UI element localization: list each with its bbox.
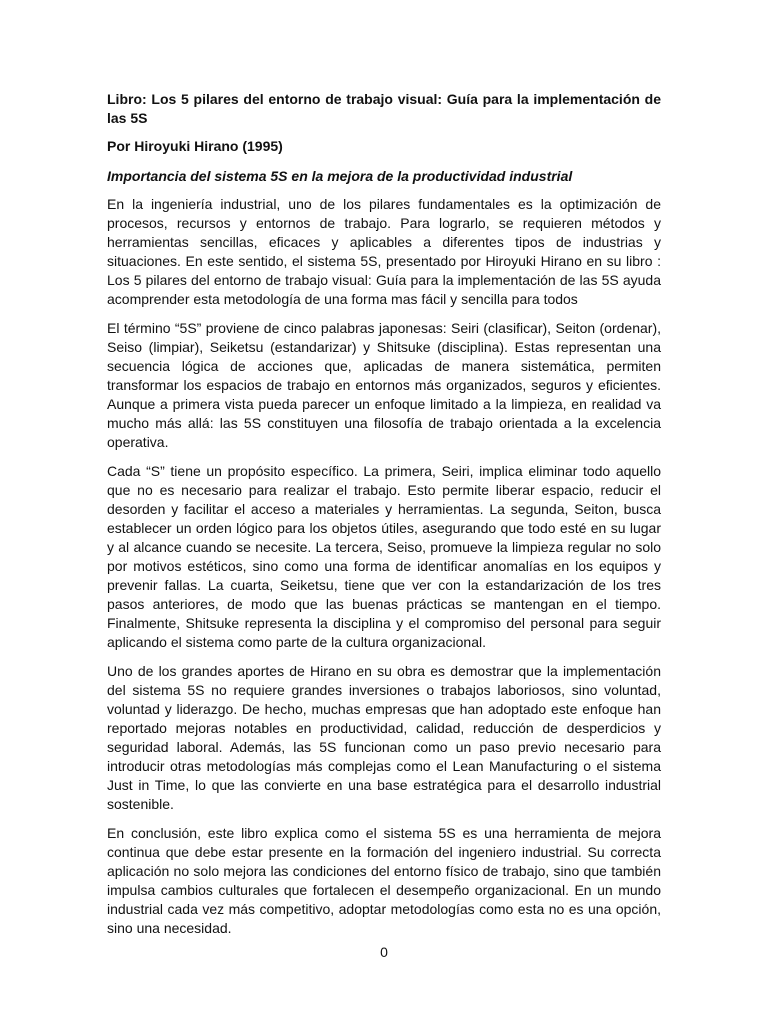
paragraph-each-s: Cada “S” tiene un propósito específico. La primera, Seiri, implica eliminar todo aquello que no es necesario para realizar el trabajo. Esto permite liberar espacio, reducir el desorden y facilitar el acceso a materiales y herramientas. La segunda, Seiton, busca establecer un orden lógico para los objetos útiles, asegurando que todo esté en su lugar y al alcance cuando se necesite. La tercera, Seiso, promueve la limpieza regular no solo por motivos estéticos, sino como una forma de identificar anomalías en los equipos y prevenir fallas. La cuarta, Seiketsu, tiene que ver con la estandarización de los tres pasos anteriores, de modo que las buenas prácticas se mantengan en el tiempo. Finalmente, Shitsuke representa la disciplina y el compromiso del personal para seguir aplicando el sistema como parte de la cultura organizacional. <box>107 463 661 650</box>
page-number: 0 <box>380 944 388 960</box>
document-page <box>107 90 661 948</box>
book-author: Por Hiroyuki Hirano (1995) <box>107 138 283 154</box>
paragraph-intro: En la ingeniería industrial, uno de los pilares fundamentales es la optimización de procesos, recursos y entornos de trabajo. Para lograrlo, se requieren métodos y herramientas sencillas, eficaces y aplicables a diferentes tipos de industrias y situaciones. En este sentido, el sistema 5S, presentado por Hiroyuki Hirano en su libro : Los 5 pilares del entorno de trabajo visual: Guía para la implementación de las 5S ayuda acomprender esta metodología de una forma mas fácil y sencilla para todos <box>107 196 661 307</box>
paragraph-hirano-contributions: Uno de los grandes aportes de Hirano en su obra es demostrar que la implementación del sistema 5S no requiere grandes inversiones o trabajos laboriosos, sino voluntad, voluntad y liderazgo. De hecho, muchas empresas que han adoptado este enfoque han reportado mejoras notables en productividad, calidad, reducción de desperdicios y seguridad laboral. Además, las 5S funcionan como un paso previo necesario para introducir otras metodologías más complejas como el Lean Manufacturing o el sistema Just in Time, lo que las convierte en una base estratégica para el desarrollo industrial sostenible. <box>107 663 661 812</box>
section-subtitle: Importancia del sistema 5S en la mejora de la productividad industrial <box>107 168 573 184</box>
paragraph-term-5s: El término “5S” proviene de cinco palabras japonesas: Seiri (clasificar), Seiton (ordenar), Seiso (limpiar), Seiketsu (estandarizar) y Shitsuke (disciplina). Estas representan una secuencia lógica de acciones que, aplicadas de manera sistemática, permiten transformar los espacios de trabajo en entornos más organizados, seguros y eficientes. Aunque a primera vista pueda parecer un enfoque limitado a la limpieza, en realidad va mucho más allá: las 5S constituyen una filosofía de trabajo orientada a la excelencia operativa. <box>107 320 661 450</box>
book-title: Libro: Los 5 pilares del entorno de trabajo visual: Guía para la implementación de las 5S <box>107 91 661 126</box>
paragraph-conclusion: En conclusión, este libro explica como el sistema 5S es una herramienta de mejora continua que debe estar presente en la formación del ingeniero industrial. Su correcta aplicación no solo mejora las condiciones del entorno físico de trabajo, sino que también impulsa cambios culturales que fortalecen el desempeño organizacional. En un mundo industrial cada vez más competitivo, adoptar metodologías como esta no es una opción, sino una necesidad. <box>107 825 661 936</box>
